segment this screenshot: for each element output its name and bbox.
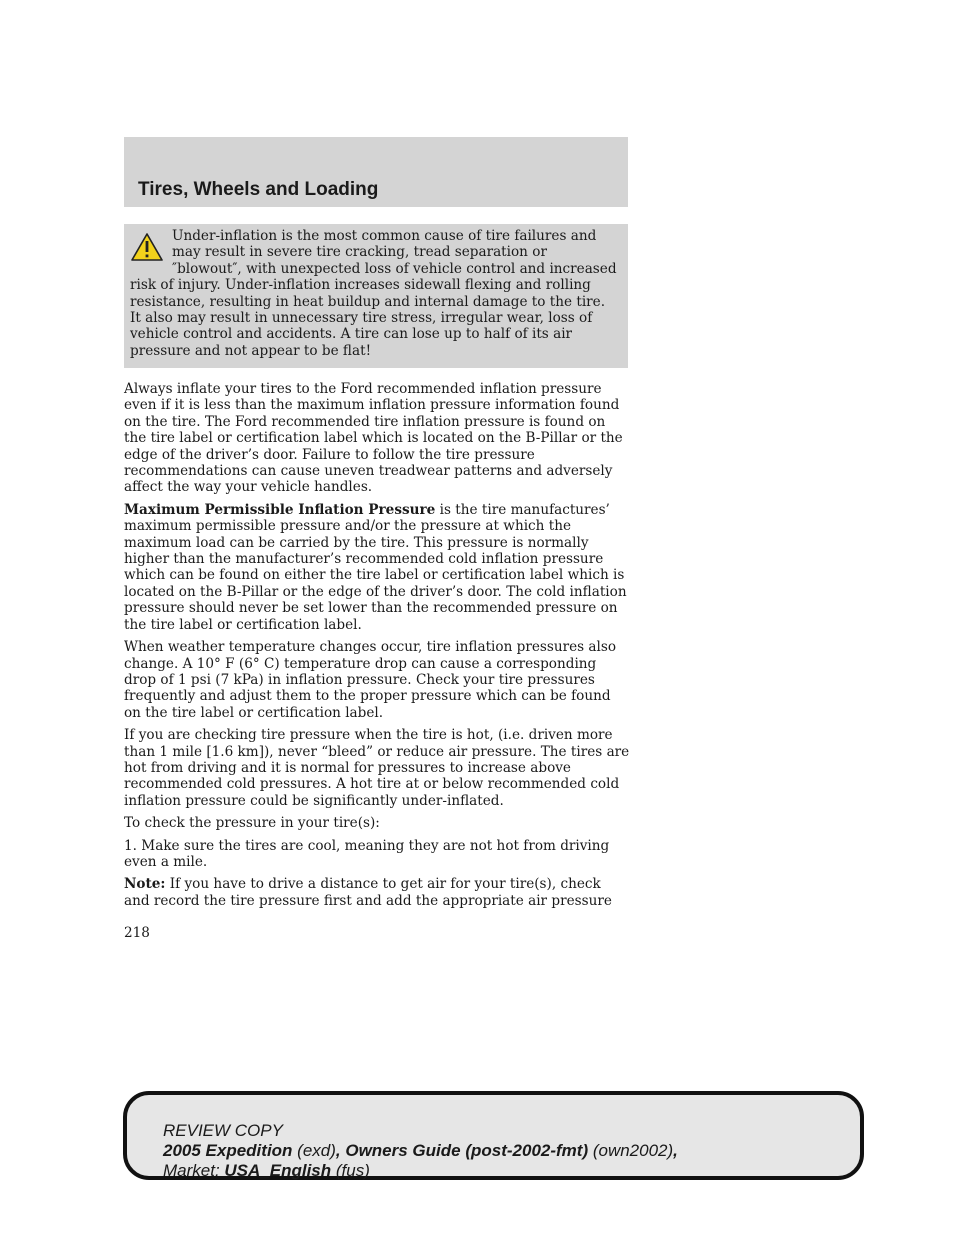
model-name: 2005 Expedition (163, 1141, 293, 1160)
market-label: Market: (163, 1161, 225, 1180)
review-copy-text (163, 1121, 678, 1181)
warning-box (124, 224, 628, 368)
warning-text: Under-inflation is the most common cause of tire failures and may result in severe tire cracking, tread separation or ″blowout″, with unexpected loss of vehicle control and increased risk of injury. Under-inflation increases sidewall flexing and rolling resistance, resulting in heat buildup and internal damage to the tire. It also may result in unnecessary tire stress, irregular wear, loss of vehicle control and accidents. A tire can lose up to half of its air pressure and not appear to be flat! (130, 228, 617, 359)
note-text: If you have to drive a distance to get air for your tire(s), check and record the tire pressure first and add the appropriate air pressure (124, 876, 612, 909)
paragraph-temperature: When weather temperature changes occur, tire inflation pressures also change. A 10° F (6° C) temperature drop can cause a corresponding drop of 1 psi (7 kPa) in inflation pressure. Check your tire pressures frequently and adjust them to the proper pressure which can be found on the tire label or certification label. (124, 639, 617, 721)
review-copy-model-line (163, 1141, 678, 1161)
guide-code: (own2002) (588, 1141, 674, 1160)
paragraph-inflate: Always inflate your tires to the Ford recommended inflation pressure even if it is less than the maximum inflation pressure information found on the tire. The Ford recommended tire inflation pressure is found on the tire label or certification label which is located on the B-Pillar or the edge of the driver’s door. Failure to follow the tire pressure recommendations can cause uneven treadwear patterns and adversely affect the way your vehicle handles. (124, 381, 623, 496)
note-label: Note: (124, 876, 166, 893)
step-1: 1. Make sure the tires are cool, meaning they are not hot from driving even a mile. (124, 837, 610, 870)
model-code: (exd) (292, 1141, 336, 1160)
review-copy-market-line (163, 1161, 678, 1181)
paragraph-max-pressure (124, 502, 630, 633)
warning-triangle-icon (130, 232, 164, 262)
section-title: Tires, Wheels and Loading (138, 179, 379, 200)
line-trail: , (673, 1141, 678, 1160)
term-max-pressure: Maximum Permissible Inflation Pressure (124, 501, 436, 518)
guide-name: , Owners Guide (post-2002-fmt) (335, 1141, 589, 1160)
review-copy-label: REVIEW COPY (163, 1121, 283, 1140)
body-text (124, 381, 630, 915)
paragraph-note (124, 876, 630, 909)
paragraph-check-intro: To check the pressure in your tire(s): (124, 815, 380, 832)
paragraph-hot-tire: If you are checking tire pressure when the tire is hot, (i.e. driven more than 1 mile [1.6 km]), never “bleed” or reduce air pressure. The tires are hot from driving and it is normal for pressures to increase above recommended cold pressures. A hot tire at or below recommended cold inflation pressure could be significantly under-inflated. (124, 727, 630, 809)
review-copy-box (123, 1091, 864, 1180)
page-number: 218 (124, 925, 150, 941)
max-pressure-definition: is the tire manufactures’ maximum permissible pressure and/or the pressure at which the maximum load can be carried by the tire. This pressure is normally higher than the manufacturer’s recommended cold inflation pressure which can be found on either the tire label or certification label which is located on the B-Pillar or the edge of the driver’s door. The cold inflation pressure should never be set lower than the recommended pressure on the tire label or certification label. (124, 501, 627, 633)
market-code: (fus) (331, 1161, 370, 1180)
market-name: USA_English (224, 1161, 332, 1180)
section-header-band (124, 137, 628, 207)
